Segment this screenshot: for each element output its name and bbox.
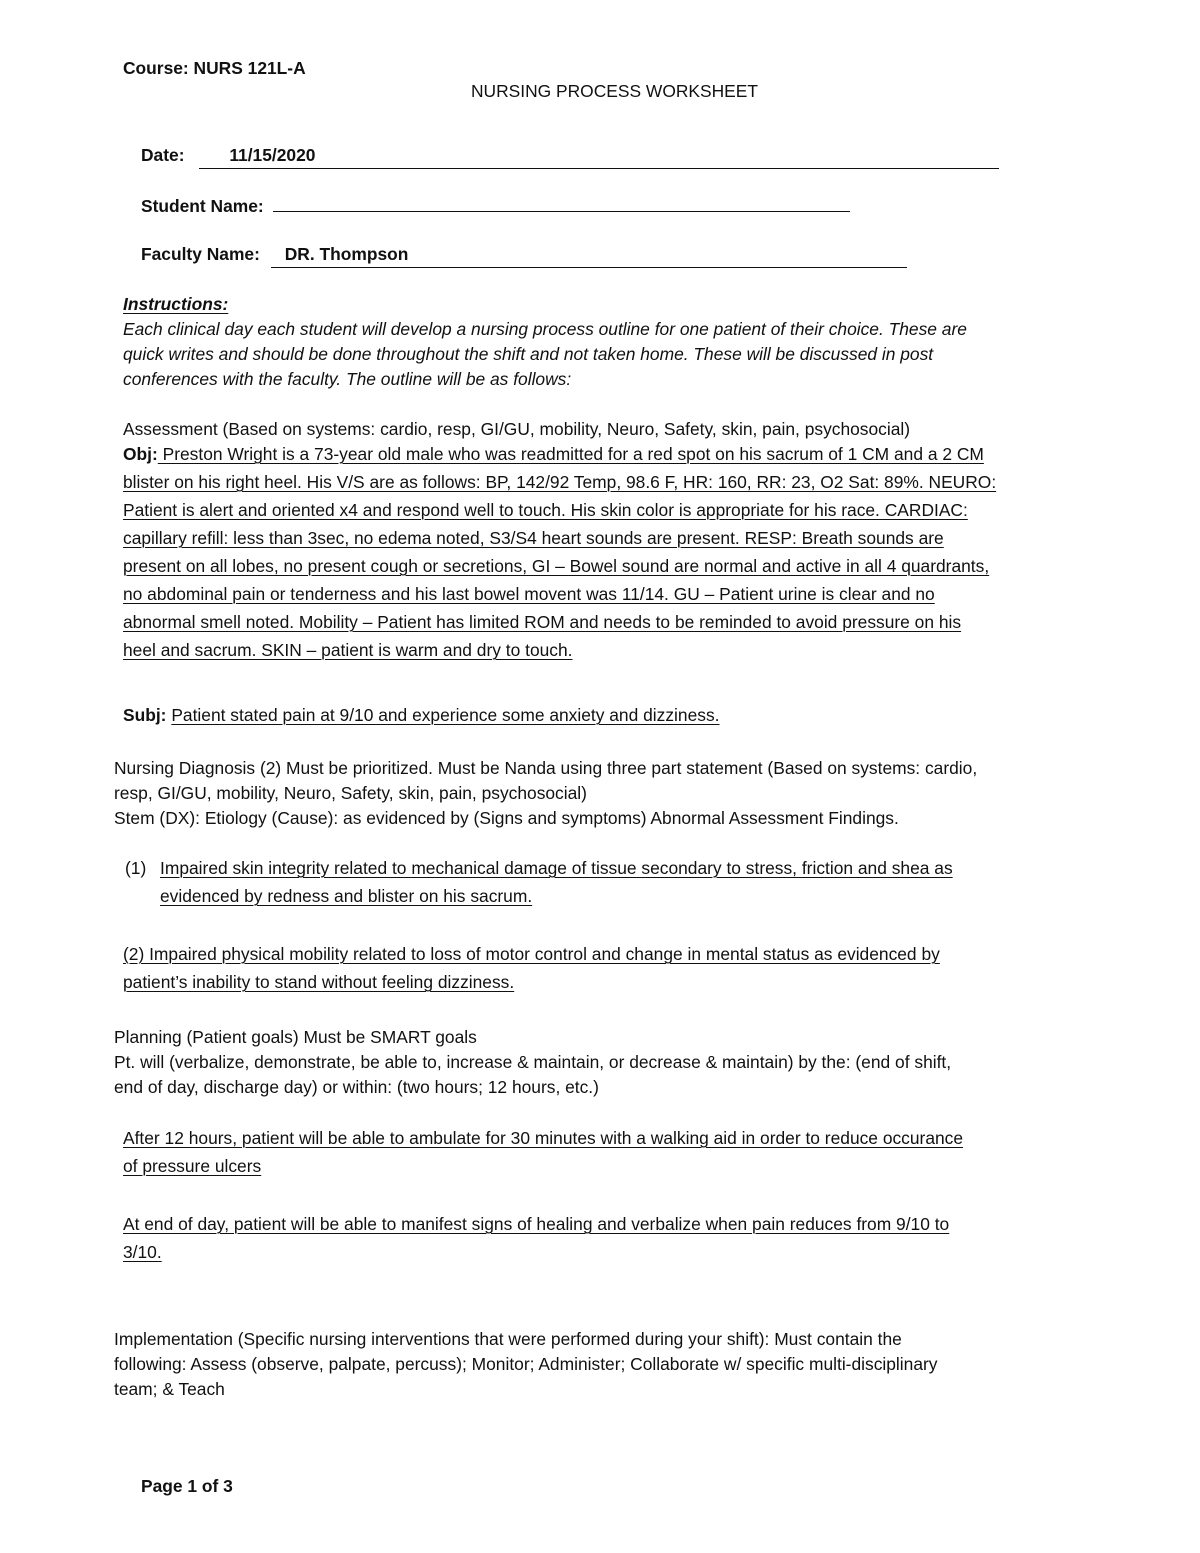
student-name-row bbox=[141, 193, 850, 219]
instructions-line: Each clinical day each student will develop a nursing process outline for one patient of their choice. These are bbox=[123, 319, 967, 339]
dx2-line: (2) Impaired physical mobility related to loss of motor control and change in mental status as evidenced by bbox=[123, 944, 940, 964]
obj-line: capillary refill: less than 3sec, no edema noted, S3/S4 heart sounds are present. RESP: Breath sounds are bbox=[123, 528, 944, 548]
objective-block bbox=[123, 442, 996, 663]
planning-line: Pt. will (verbalize, demonstrate, be able to, increase & maintain, or decrease & maintain) by the: (end of shift, bbox=[114, 1052, 952, 1072]
obj-line: blister on his right heel. His V/S are as follows: BP, 142/92 Temp, 98.6 F, HR: 160, RR: 23, O2 Sat: 89%. NEURO: bbox=[123, 472, 997, 492]
faculty-name-row bbox=[141, 242, 907, 268]
faculty-name-label: Faculty Name: bbox=[141, 244, 260, 264]
implementation-line: team; & Teach bbox=[114, 1379, 225, 1399]
dx1-line: Impaired skin integrity related to mechanical damage of tissue secondary to stress, friction and shea as bbox=[160, 858, 953, 878]
worksheet-title: NURSING PROCESS WORKSHEET bbox=[471, 81, 758, 101]
implementation-instructions bbox=[114, 1327, 938, 1402]
goal-1-line: After 12 hours, patient will be able to ambulate for 30 minutes with a walking aid in order to reduce occurance bbox=[123, 1128, 964, 1148]
subj-text: Patient stated pain at 9/10 and experience some anxiety and dizziness. bbox=[171, 705, 720, 725]
diagnosis-line: resp, GI/GU, mobility, Neuro, Safety, skin, pain, psychosocial) bbox=[114, 783, 587, 803]
implementation-line: following: Assess (observe, palpate, percuss); Monitor; Administer; Collaborate w/ specific multi-disciplinary bbox=[114, 1354, 938, 1374]
subjective-row bbox=[123, 703, 719, 728]
instructions-body bbox=[123, 317, 967, 392]
obj-label: Obj: bbox=[123, 444, 158, 464]
dx1-line: evidenced by redness and blister on his sacrum. bbox=[160, 886, 533, 906]
goal-1 bbox=[123, 1126, 963, 1179]
dx1-number: (1) bbox=[125, 858, 147, 878]
goal-2 bbox=[123, 1212, 949, 1265]
student-name-field[interactable] bbox=[273, 193, 850, 212]
obj-line: present on all lobes, no present cough or secretions, GI – Bowel sound are normal and active in all 4 quardrants, bbox=[123, 556, 990, 576]
goal-2-line: At end of day, patient will be able to manifest signs of healing and verbalize when pain reduces from 9/10 to bbox=[123, 1214, 950, 1234]
planning-line: Planning (Patient goals) Must be SMART goals bbox=[114, 1027, 477, 1047]
faculty-name-field[interactable] bbox=[271, 242, 907, 268]
dx1-text bbox=[160, 856, 953, 909]
faculty-name-value: DR. Thompson bbox=[284, 244, 409, 264]
goal-2-line: 3/10. bbox=[123, 1242, 162, 1262]
implementation-line: Implementation (Specific nursing interventions that were performed during your shift): Must contain the bbox=[114, 1329, 902, 1349]
diagnosis-instructions bbox=[114, 756, 977, 831]
page-number: Page 1 of 3 bbox=[141, 1476, 233, 1496]
planning-line: end of day, discharge day) or within: (two hours; 12 hours, etc.) bbox=[114, 1077, 599, 1097]
obj-line: no abdominal pain or tenderness and his last bowel movent was 11/14. GU – Patient urine is clear and no bbox=[123, 584, 935, 604]
subj-label: Subj: bbox=[123, 705, 167, 725]
course-label: Course: NURS 121L-A bbox=[123, 58, 306, 78]
student-name-label: Student Name: bbox=[141, 196, 264, 216]
instructions-line: conferences with the faculty. The outline will be as follows: bbox=[123, 369, 572, 389]
goal-1-line: of pressure ulcers bbox=[123, 1156, 262, 1176]
date-field[interactable] bbox=[199, 143, 999, 169]
instructions-heading: Instructions: bbox=[123, 294, 229, 314]
obj-line: heel and sacrum. SKIN – patient is warm and dry to touch. bbox=[123, 640, 573, 660]
planning-instructions bbox=[114, 1025, 951, 1100]
assessment-heading: Assessment (Based on systems: cardio, resp, GI/GU, mobility, Neuro, Safety, skin, pain, psychosocial) bbox=[123, 419, 911, 439]
date-value: 11/15/2020 bbox=[229, 145, 316, 165]
obj-line: Preston Wright is a 73-year old male who was readmitted for a red spot on his sacrum of 1 CM and a 2 CM bbox=[157, 444, 984, 464]
date-row bbox=[141, 143, 999, 169]
dx2-text bbox=[123, 942, 940, 995]
dx2-line: patient’s inability to stand without feeling dizziness. bbox=[123, 972, 515, 992]
diagnosis-line: Stem (DX): Etiology (Cause): as evidenced by (Signs and symptoms) Abnormal Assessment Findings. bbox=[114, 808, 899, 828]
obj-line: Patient is alert and oriented x4 and respond well to touch. His skin color is appropriate for his race. CARDIAC: bbox=[123, 500, 968, 520]
diagnosis-line: Nursing Diagnosis (2) Must be prioritized. Must be Nanda using three part statement (Based on systems: cardio, bbox=[114, 758, 978, 778]
obj-line: abnormal smell noted. Mobility – Patient has limited ROM and needs to be reminded to avoid pressure on his bbox=[123, 612, 962, 632]
date-label: Date: bbox=[141, 145, 185, 165]
instructions-line: quick writes and should be done throughout the shift and not taken home. These will be discussed in post bbox=[123, 344, 934, 364]
